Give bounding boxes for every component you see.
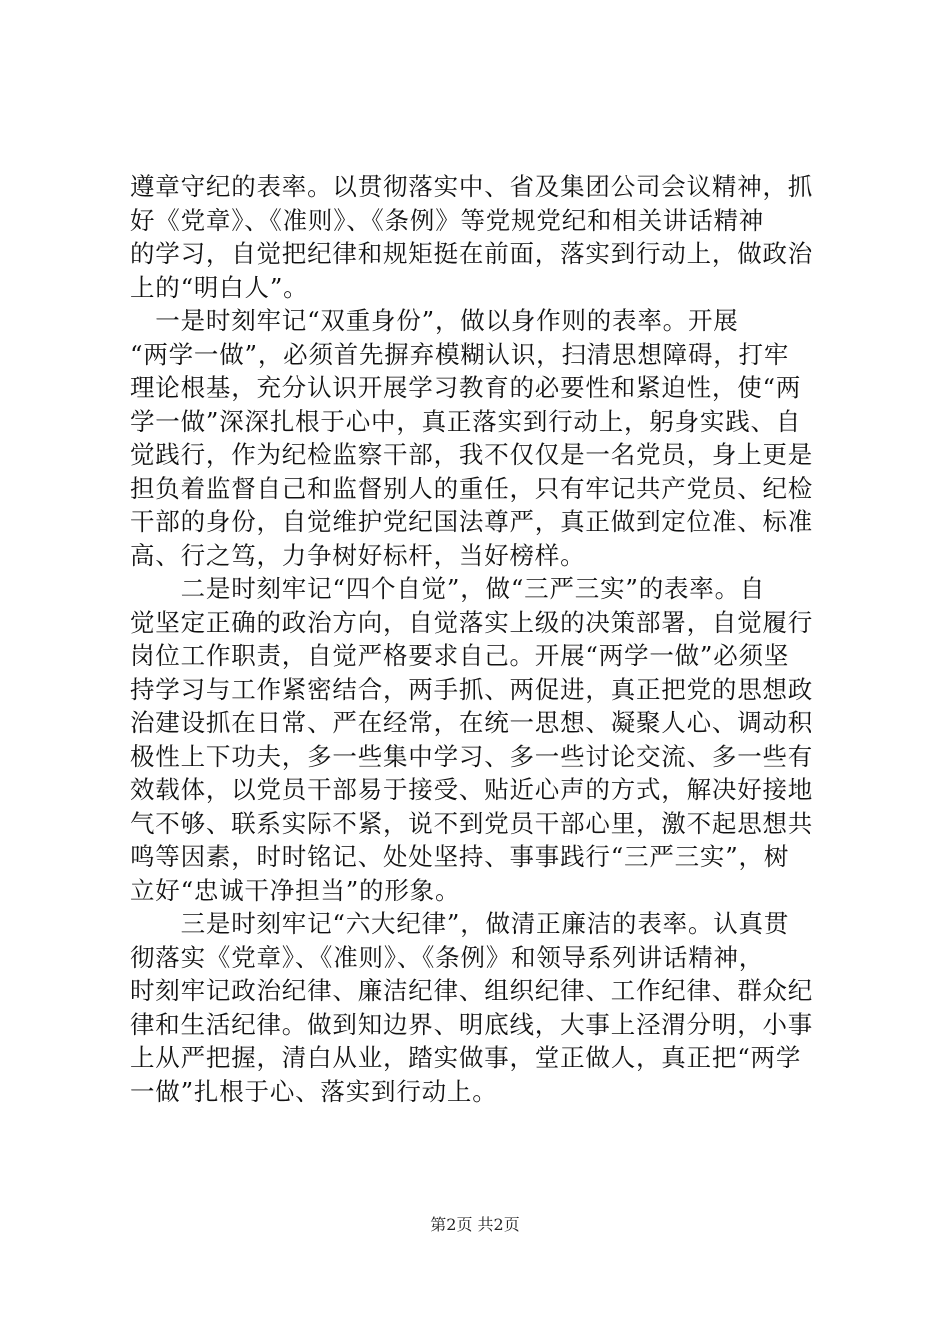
text-line: 二是时刻牢记“四个自觉”，做“三严三实”的表率。自 [130, 574, 766, 603]
text-line: 好《党章》、《准则》、《条例》等党规党纪和相关讲话精神 [130, 205, 765, 235]
text-line: 气不够、联系实际不紧，说不到党员干部心里，激不起思想共 [130, 808, 814, 838]
body-text [130, 170, 820, 1108]
text-line: 岗位工作职责，自觉严格要求自己。开展“两学一做”必须坚 [130, 641, 790, 670]
text-line: 觉践行，作为纪检监察干部，我不仅仅是一名党员，身上更是 [130, 440, 814, 469]
text-line: 彻落实《党章》、《准则》、《条例》和领导系列讲话精神， [130, 942, 765, 972]
page-number: 第2页 共2页 [430, 1215, 520, 1234]
text-line: 上从严把握，清白从业，踏实做事，堂正做人，真正把“两学 [130, 1043, 802, 1072]
text-line: 效载体，以党员干部易于接受、贴近心声的方式，解决好接地 [130, 775, 814, 804]
text-line: 时刻牢记政治纪律、廉洁纪律、组织纪律、工作纪律、群众纪 [130, 976, 814, 1005]
text-line: 学一做”深深扎根于心中，真正落实到行动上，躬身实践、自 [130, 406, 802, 436]
page-footer [0, 1214, 950, 1236]
text-line: 鸣等因素，时时铭记、处处坚持、事事践行“三严三实”，树 [130, 842, 790, 871]
text-line: 一是时刻牢记“双重身份”，做以身作则的表率。开展 [130, 306, 739, 335]
text-line: “两学一做”，必须首先摒弃模糊认识，扫清思想障碍，打牢 [130, 339, 790, 369]
text-line: 律和生活纪律。做到知边界、明底线，大事上泾渭分明，小事 [130, 1009, 814, 1039]
text-line: 立好“忠诚干净担当”的形象。 [130, 875, 461, 905]
text-line: 理论根基，充分认识开展学习教育的必要性和紧迫性，使“两 [130, 373, 802, 402]
text-line: 一做”扎根于心、落实到行动上。 [130, 1076, 498, 1106]
text-line: 干部的身份，自觉维护党纪国法尊严，真正做到定位准、标准 [130, 507, 814, 536]
text-line: 遵章守纪的表率。以贯彻落实中、省及集团公司会议精神，抓 [130, 172, 814, 201]
text-line: 上的“明白人”。 [130, 272, 309, 302]
text-line: 的学习，自觉把纪律和规矩挺在前面，落实到行动上，做政治 [130, 239, 814, 268]
text-line: 持学习与工作紧密结合，两手抓、两促进，真正把党的思想政 [130, 674, 814, 704]
text-line: 高、行之笃，力争树好标杆，当好榜样。 [130, 540, 586, 570]
text-line: 担负着监督自己和监督别人的重任，只有牢记共产党员、纪检 [130, 473, 814, 503]
text-line: 极性上下功夫，多一些集中学习、多一些讨论交流、多一些有 [130, 741, 814, 771]
text-line: 觉坚定正确的政治方向，自觉落实上级的决策部署，自觉履行 [130, 607, 814, 637]
text-line: 治建设抓在日常、严在经常，在统一思想、凝聚人心、调动积 [130, 708, 814, 737]
text-line: 三是时刻牢记“六大纪律”，做清正廉洁的表率。认真贯 [130, 909, 790, 938]
